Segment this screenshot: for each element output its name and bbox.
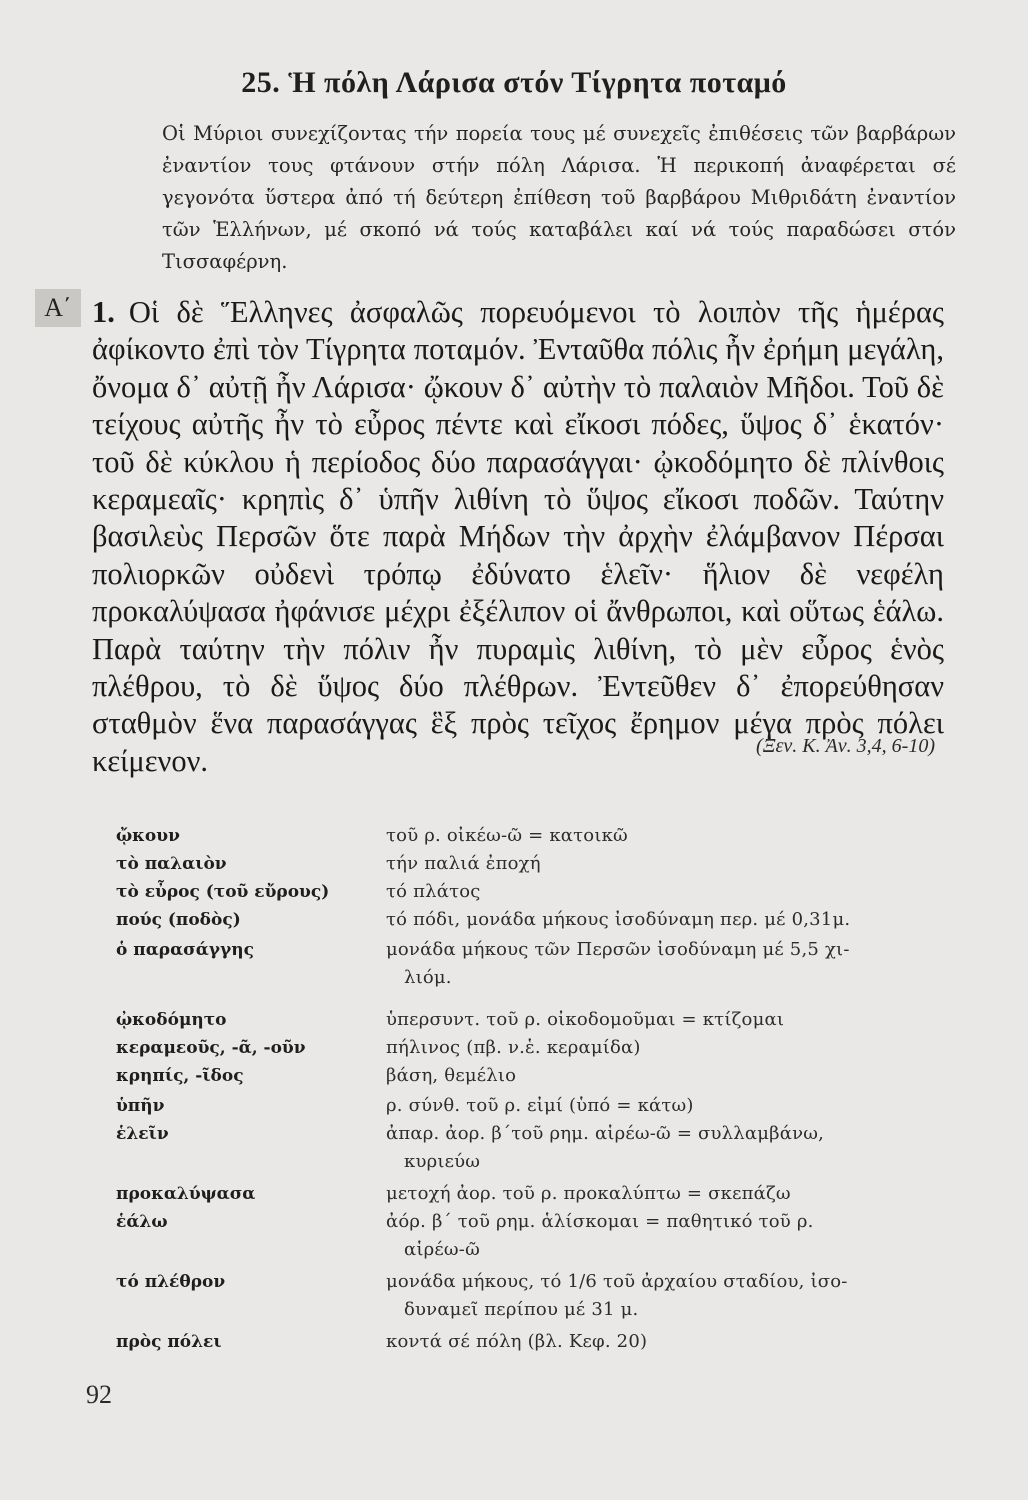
ancient-paragraph xyxy=(92,294,944,780)
glossary-term: κρηπίς, -ῖδος xyxy=(116,1066,244,1086)
glossary-term: κεραμεοῦς, -ᾶ, -οῦν xyxy=(116,1038,306,1058)
page-number: 92 xyxy=(86,1380,112,1409)
glossary-definition-continuation: δυναμεῖ περίπου μέ 31 μ. xyxy=(404,1299,639,1320)
glossary-definition xyxy=(386,936,951,992)
glossary-term: ᾠκοδόμητο xyxy=(116,1010,227,1030)
glossary-definition: τήν παλιά ἐποχή xyxy=(386,853,541,874)
glossary-term: τὸ εὖρος (τοῦ εὔρους) xyxy=(116,882,330,902)
glossary-term: πούς (ποδὸς) xyxy=(116,910,241,930)
glossary-term: πρὸς πόλει xyxy=(116,1332,222,1352)
glossary-definition-continuation: κυριεύω xyxy=(404,1151,481,1172)
ancient-text-body: Οἱ δὲ Ἕλληνες ἀσφαλῶς πορευόμενοι τὸ λοιπὸν τῆς ἡμέρας ἀφίκοντο ἐπὶ τὸν Τίγρητα ποταμόν. Ἐνταῦθα πόλις ἦν ἐρήμη μεγάλη, ὄνομα δ᾿ αὐτῇ ἦν Λάρισα· ᾤκουν δ᾿ αὐτὴν τὸ παλαιὸν Μῆδοι. Τοῦ δὲ τείχους αὐτῆς ἦν τὸ εὖρος πέντε καὶ εἴκοσι πόδες, ὕψος δ᾿ ἑκατόν· τοῦ δὲ κύκλου ἡ περίοδος δύο παρασάγγαι· ᾠκοδόμητο δὲ πλίνθοις κεραμεαῖς· κρηπὶς δ᾿ ὑπῆν λιθίνη τὸ ὕψος εἴκοσι ποδῶν. Ταύτην βασιλεὺς Περσῶν ὅτε παρὰ Μήδων τὴν ἀρχὴν ἐλάμβανον Πέρσαι πολιορκῶν οὐδενὶ τρόπῳ ἐδύνατο ἑλεῖν· ἥλιον δὲ νεφέλη προκαλύψασα ἠφάνισε μέχρι ἐξέλιπον οἱ ἄνθρωποι, καὶ οὕτως ἑάλω. Παρὰ ταύτην τὴν πόλιν ἦν πυραμὶς λιθίνη, τὸ μὲν εὖρος ἑνὸς πλέθρου, τὸ δὲ ὕψος δύο πλέθρων. Ἐντεῦθεν δ᾿ ἐπορεύθησαν σταθμὸν ἕνα παρασάγγας ἓξ πρὸς τεῖχος ἔρημον μέγα πρὸς πόλει κείμενον. xyxy=(92,295,944,778)
glossary-term: ὑπῆν xyxy=(116,1096,165,1116)
glossary-term: τό πλέθρον xyxy=(116,1272,226,1292)
intro-summary xyxy=(162,118,956,278)
glossary-definition xyxy=(386,1120,951,1176)
glossary-definition: κοντά σέ πόλη (βλ. Κεφ. 20) xyxy=(386,1331,648,1352)
glossary-definition xyxy=(386,1208,951,1264)
glossary-definition: τοῦ ρ. οἰκέω-ῶ = κατοικῶ xyxy=(386,825,628,846)
glossary-definition-line: ἀπαρ. ἀορ. β΄τοῦ ρημ. αἱρέω-ῶ = συλλαμβάνω, xyxy=(386,1123,825,1144)
glossary-term: ἑλεῖν xyxy=(116,1124,169,1144)
glossary-definition-continuation: αἱρέω-ῶ xyxy=(404,1239,480,1260)
glossary-term: ὁ παρασάγγης xyxy=(116,940,254,960)
glossary-term: τὸ παλαιὸν xyxy=(116,854,227,874)
glossary-definition-line: μονάδα μήκους, τό 1/6 τοῦ ἀρχαίου σταδίου, ἰσο- xyxy=(386,1271,848,1292)
glossary-definition: μετοχή ἀορ. τοῦ ρ. προκαλύπτω = σκεπάζω xyxy=(386,1183,791,1204)
glossary-definition: ὑπερσυντ. τοῦ ρ. οἰκοδομοῦμαι = κτίζομαι xyxy=(386,1009,785,1030)
glossary-definition: πήλινος (πβ. ν.ἑ. κεραμίδα) xyxy=(386,1037,641,1058)
glossary-definition: τό πόδι, μονάδα μήκους ἰσοδύναμη περ. μέ 0,31μ. xyxy=(386,909,851,930)
glossary-definition: βάση, θεμέλιο xyxy=(386,1065,517,1086)
source-citation: (Ξεν. Κ. Ἀν. 3,4, 6-10) xyxy=(756,735,935,757)
glossary-term: προκαλύψασα xyxy=(116,1184,256,1204)
intro-text: Οἱ Μύριοι συνεχίζοντας τήν πορεία τους μέ συνεχεῖς ἐπιθέσεις τῶν βαρβάρων ἐναντίον τους φτάνουν στήν πόλη Λάρισα. Ἡ περικοπή ἀναφέρεται σέ γεγονότα ὕστερα ἀπό τή δεύτερη ἐπίθεση τοῦ βαρβάρου Μιθριδάτη ἐναντίον τῶν Ἑλλήνων, μέ σκοπό νά τούς καταβάλει καί νά τούς παραδώσει στόν Τισσαφέρνη. xyxy=(162,122,956,273)
chapter-title: 25. Ἡ πόλη Λάρισα στόν Τίγρητα ποταμό xyxy=(241,66,787,99)
section-marker: Α΄ xyxy=(35,289,81,327)
glossary-definition-continuation: λιόμ. xyxy=(404,967,452,988)
glossary-definition xyxy=(386,1268,951,1324)
glossary-term: ἑάλω xyxy=(116,1212,168,1232)
glossary-term: ᾤκουν xyxy=(116,826,180,846)
ancient-text xyxy=(92,294,944,780)
glossary-definition-line: ἀόρ. β΄ τοῦ ρημ. ἁλίσκομαι = παθητικό τοῦ ρ. xyxy=(386,1211,814,1232)
glossary-definition: ρ. σύνθ. τοῦ ρ. εἰμί (ὑπό = κάτω) xyxy=(386,1095,694,1116)
glossary-definition: τό πλάτος xyxy=(386,881,481,902)
glossary-definition-line: μονάδα μήκους τῶν Περσῶν ἰσοδύναμη μέ 5,5 χι- xyxy=(386,939,850,960)
paragraph-number: 1. xyxy=(92,295,115,329)
